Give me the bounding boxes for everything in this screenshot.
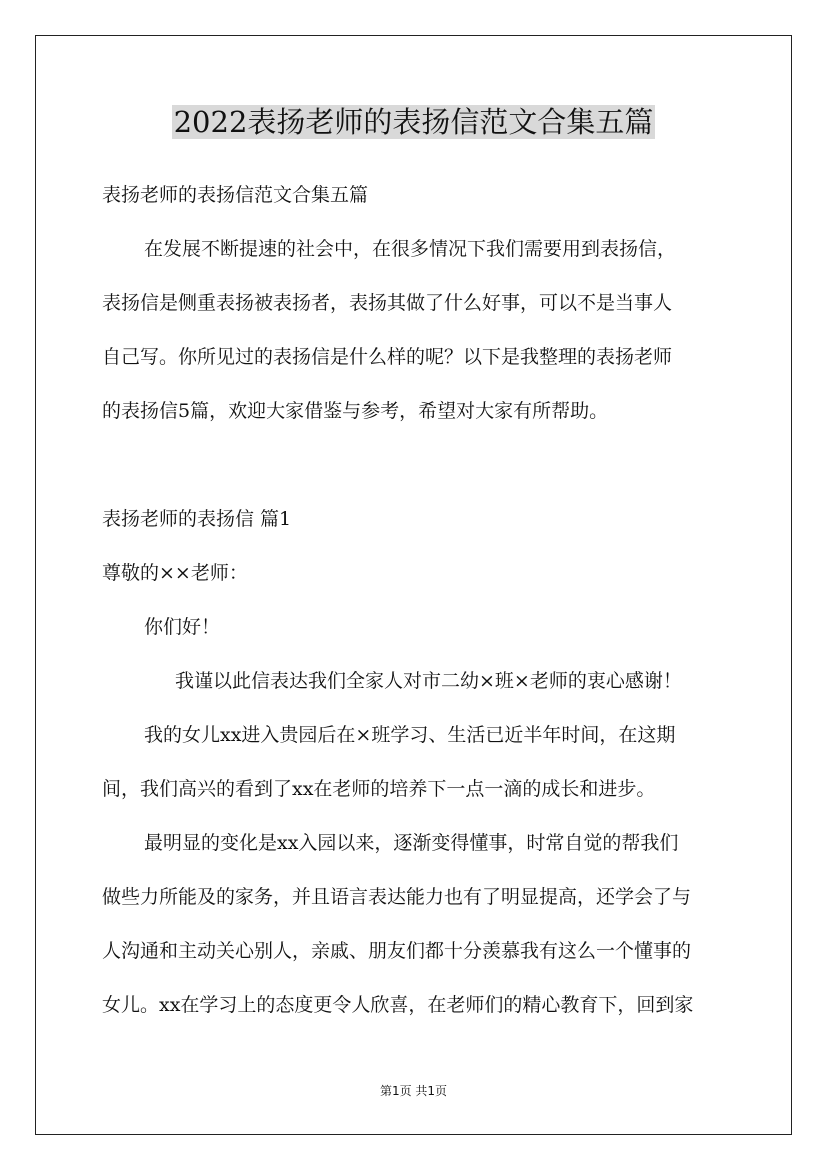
intro-line: 表扬信是侧重表扬被表扬者，表扬其做了什么好事，可以不是当事人 xyxy=(102,292,673,314)
body-line: 女儿。xx在学习上的态度更令人欣喜，在老师们的精心教育下，回到家 xyxy=(102,994,694,1016)
intro-line: 在发展不断提速的社会中，在很多情况下我们需要用到表扬信， xyxy=(144,238,677,260)
body-line: 我谨以此信表达我们全家人对市二幼×班×老师的衷心感谢！ xyxy=(175,670,682,692)
subtitle: 表扬老师的表扬信范文合集五篇 xyxy=(102,184,369,206)
intro-line: 的表扬信5篇，欢迎大家借鉴与参考，希望对大家有所帮助。 xyxy=(102,400,609,422)
title-text: 2022表扬老师的表扬信范文合集五篇 xyxy=(173,105,654,139)
intro-line: 自己写。你所见过的表扬信是什么样的呢？以下是我整理的表扬老师 xyxy=(102,346,673,368)
body-line: 做些力所能及的家务，并且语言表达能力也有了明显提高，还学会了与 xyxy=(102,886,692,908)
document-title xyxy=(0,102,827,142)
section-heading: 表扬老师的表扬信 篇1 xyxy=(102,508,292,530)
body-line: 我的女儿xx进入贵园后在×班学习、生活已近半年时间，在这期 xyxy=(144,724,676,746)
body-line: 人沟通和主动关心别人，亲戚、朋友们都十分羡慕我有这么一个懂事的 xyxy=(102,940,692,962)
salutation: 尊敬的××老师： xyxy=(102,562,248,584)
body-line: 间，我们高兴的看到了xx在老师的培养下一点一滴的成长和进步。 xyxy=(102,778,656,800)
body-line: 最明显的变化是xx入园以来，逐渐变得懂事，时常自觉的帮我们 xyxy=(144,832,679,854)
page-footer: 第1页 共1页 xyxy=(379,1084,448,1098)
greeting: 你们好！ xyxy=(144,616,221,638)
